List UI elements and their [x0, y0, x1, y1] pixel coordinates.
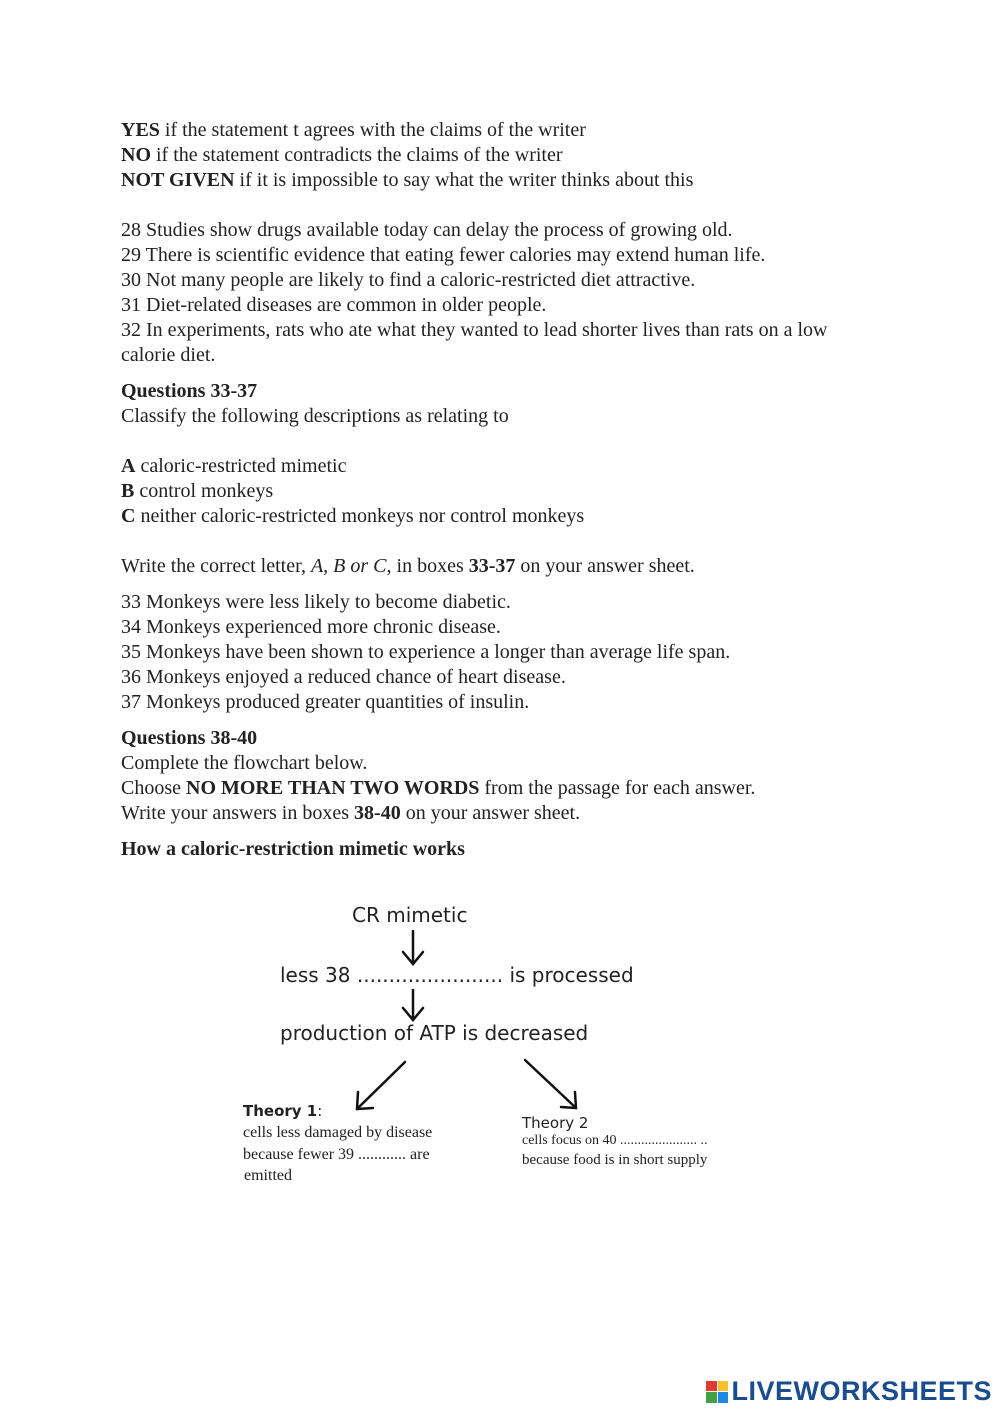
theory-2-line-2: because food is in short supply	[522, 1152, 708, 1168]
flowchart	[230, 895, 790, 1205]
liveworksheets-logo-text: LIVEWORKSHEETS	[731, 1376, 992, 1406]
write-answers-instruction: Write your answers in boxes 38-40 on your answer sheet.	[121, 802, 581, 824]
statement-31: 31 Diet-related diseases are common in older people.	[121, 294, 547, 316]
node-less-processed: less 38 ....................... is processed	[280, 963, 634, 987]
statement-29: 29 There is scientific evidence that eating fewer calories may extend human life.	[121, 244, 766, 266]
node-atp-decreased: production of ATP is decreased	[280, 1021, 589, 1045]
node-cr-mimetic: CR mimetic	[352, 903, 468, 927]
instruction-yes: YES if the statement t agrees with the claims of the writer	[121, 119, 586, 141]
item-34: 34 Monkeys experienced more chronic disease.	[121, 616, 501, 638]
theory-1-line-2: because fewer 39 ............ are	[243, 1146, 430, 1163]
item-37: 37 Monkeys produced greater quantities of insulin.	[121, 691, 530, 713]
instruction-no: NO if the statement contradicts the claims of the writer	[121, 144, 563, 166]
theory-1-line-3: emitted	[244, 1167, 292, 1184]
word-limit-instruction: Choose NO MORE THAN TWO WORDS from the passage for each answer.	[121, 777, 756, 799]
instruction-not-given: NOT GIVEN if it is impossible to say what the writer thinks about this	[121, 169, 694, 191]
worksheet	[121, 118, 881, 862]
theory-2-title: Theory 2	[522, 1114, 589, 1132]
questions-38-40-heading: Questions 38-40	[121, 727, 258, 749]
theory-1-line-1: cells less damaged by disease	[243, 1124, 433, 1141]
arrow-down-2	[403, 990, 423, 1020]
statement-30: 30 Not many people are likely to find a caloric-restricted diet attractive.	[121, 269, 696, 291]
item-36: 36 Monkeys enjoyed a reduced chance of heart disease.	[121, 666, 566, 688]
write-letter-instruction: Write the correct letter, A, B or C, in boxes 33-37 on your answer sheet.	[121, 555, 695, 577]
liveworksheets-logo-icon	[706, 1381, 728, 1403]
theory-2-line-1: cells focus on 40 ...................... ..	[522, 1133, 708, 1148]
complete-flowchart-line: Complete the flowchart below.	[121, 752, 368, 774]
liveworksheets-logo[interactable]	[706, 1376, 992, 1407]
arrow-diag-right	[525, 1060, 576, 1108]
arrow-down-1	[403, 931, 423, 964]
option-b: B control monkeys	[121, 480, 274, 502]
statement-32: 32 In experiments, rats who ate what they wanted to lead shorter lives than rats on a low calorie diet.	[121, 319, 828, 366]
arrow-diag-left	[357, 1062, 405, 1109]
item-33: 33 Monkeys were less likely to become diabetic.	[121, 591, 511, 613]
option-a: A caloric-restricted mimetic	[121, 455, 347, 477]
classify-intro: Classify the following descriptions as relating to	[121, 405, 509, 427]
theory-1-title: Theory 1:	[243, 1102, 323, 1120]
option-c: C neither caloric-restricted monkeys nor control monkeys	[121, 505, 585, 527]
item-35: 35 Monkeys have been shown to experience a longer than average life span.	[121, 641, 731, 663]
questions-33-37-heading: Questions 33-37	[121, 380, 258, 402]
flowchart-title: How a caloric-restriction mimetic works	[121, 838, 465, 860]
statement-28: 28 Studies show drugs available today can delay the process of growing old.	[121, 219, 733, 241]
